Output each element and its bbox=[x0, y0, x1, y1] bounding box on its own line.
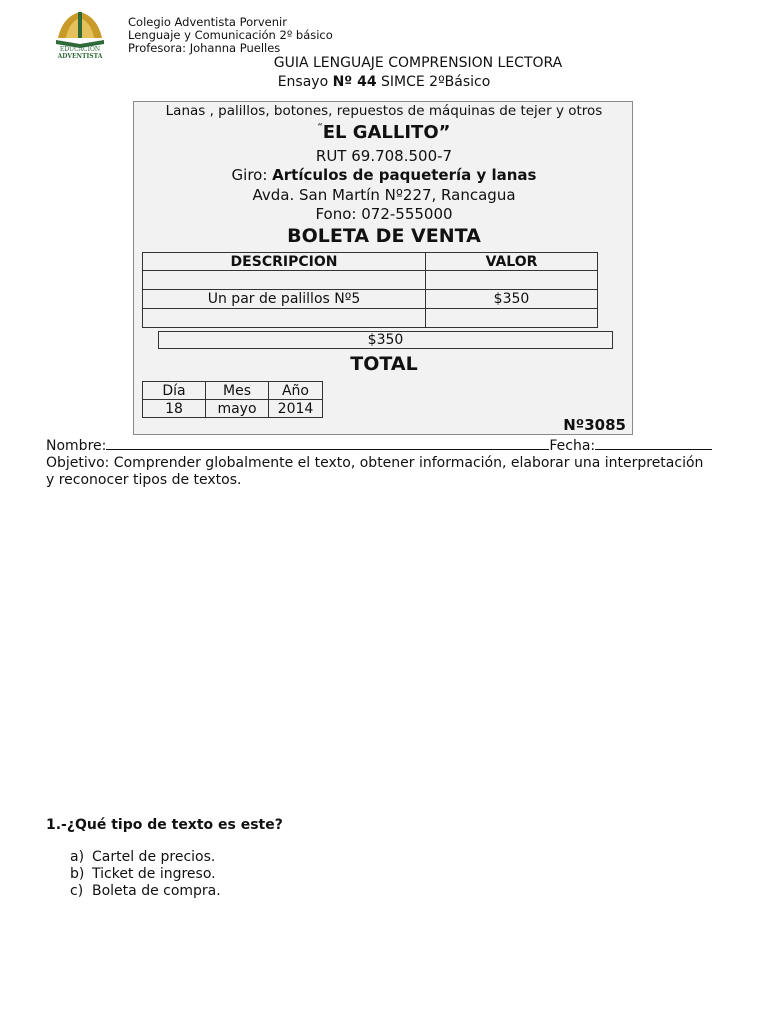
store-address: Avda. San Martín Nº227, Rancagua bbox=[252, 186, 516, 204]
table-header-row bbox=[143, 253, 598, 271]
table-header-row bbox=[143, 382, 323, 400]
date-year: 2014 bbox=[269, 400, 323, 418]
table-cell bbox=[143, 271, 426, 290]
date-header-year: Año bbox=[269, 382, 323, 400]
store-rut: RUT 69.708.500-7 bbox=[315, 147, 453, 165]
date-month: mayo bbox=[206, 400, 269, 418]
sales-receipt bbox=[133, 101, 633, 435]
name-field[interactable] bbox=[106, 436, 549, 450]
total-amount: $350 bbox=[158, 331, 613, 349]
date-field[interactable] bbox=[595, 436, 712, 450]
store-giro: Giro: Artículos de paquetería y lanas bbox=[231, 166, 537, 184]
receipt-number: Nº3085 bbox=[563, 416, 626, 434]
table-row bbox=[143, 290, 598, 309]
essay-title: Ensayo Nº 44 SIMCE 2ºBásico bbox=[277, 74, 491, 90]
table-row bbox=[143, 309, 598, 328]
table-cell: Un par de palillos Nº5 bbox=[143, 290, 426, 309]
items-table bbox=[142, 252, 598, 328]
date-day: 18 bbox=[143, 400, 206, 418]
total-label: TOTAL bbox=[350, 353, 418, 375]
school-name: Colegio Adventista Porvenir bbox=[128, 15, 287, 29]
store-phone: Fono: 072-555000 bbox=[315, 205, 453, 223]
date-table bbox=[142, 381, 323, 418]
table-cell bbox=[426, 309, 598, 328]
column-header: VALOR bbox=[426, 253, 598, 271]
guide-title: GUIA LENGUAJE COMPRENSION LECTORA bbox=[273, 55, 563, 71]
option-c[interactable]: c) Boleta de compra. bbox=[70, 883, 221, 899]
date-header-day: Día bbox=[143, 382, 206, 400]
teacher-line: Profesora: Johanna Puelles bbox=[128, 41, 281, 55]
objective-line-1: Objetivo: Comprender globalmente el texto, obtener información, elaborar una interpretación bbox=[46, 455, 704, 471]
school-logo bbox=[48, 8, 112, 60]
date-label: Fecha: bbox=[549, 438, 596, 454]
subject-line: Lenguaje y Comunicación 2º básico bbox=[128, 28, 333, 42]
column-header: DESCRIPCION bbox=[143, 253, 426, 271]
logo-text: EDUCACIÓN ADVENTISTA bbox=[57, 46, 103, 60]
store-name: “EL GALLITO” bbox=[317, 122, 451, 143]
receipt-title: BOLETA DE VENTA bbox=[287, 225, 481, 247]
table-cell bbox=[143, 309, 426, 328]
option-a[interactable]: a) Cartel de precios. bbox=[70, 849, 216, 865]
date-header-month: Mes bbox=[206, 382, 269, 400]
option-b[interactable]: b) Ticket de ingreso. bbox=[70, 866, 216, 882]
name-label: Nombre: bbox=[46, 438, 107, 454]
table-cell: $350 bbox=[426, 290, 598, 309]
store-tagline: Lanas , palillos, botones, repuestos de máquinas de tejer y otros bbox=[165, 103, 603, 119]
table-row bbox=[143, 271, 598, 290]
name-date-line bbox=[46, 436, 712, 454]
answer-options bbox=[70, 849, 221, 900]
question-title: 1.-¿Qué tipo de texto es este? bbox=[46, 817, 283, 833]
objective-line-2: y reconocer tipos de textos. bbox=[46, 472, 242, 488]
table-row bbox=[143, 400, 323, 418]
table-cell bbox=[426, 271, 598, 290]
